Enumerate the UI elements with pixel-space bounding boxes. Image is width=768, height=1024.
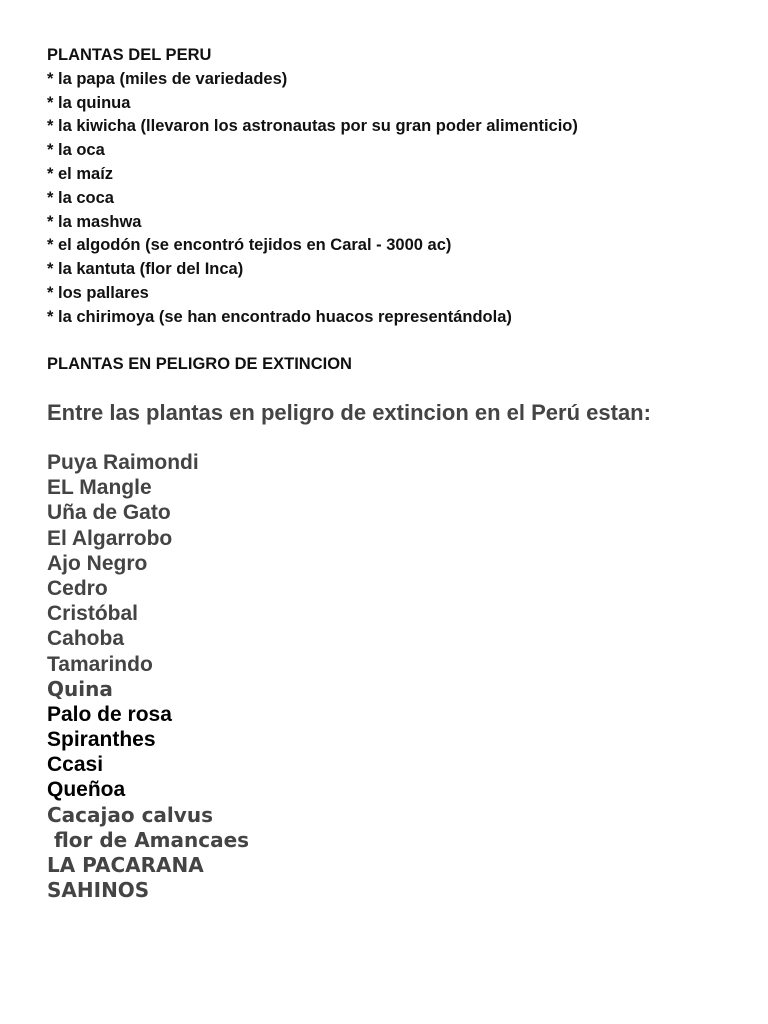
species-item: Queñoa [47,778,126,802]
species-item: Quina [47,676,113,701]
list-item: * la papa (miles de variedades) [47,69,288,88]
list-item: * los pallares [47,283,149,302]
species-item: Ajo Negro [47,551,148,575]
species-item: Ccasi [47,753,104,777]
extinction-section-title: PLANTAS EN PELIGRO DE EXTINCION [47,355,352,373]
species-item: Cedro [47,576,108,600]
extinction-intro-text: Entre las plantas en peligro de extincion en el Perú estan: [47,400,651,425]
plantas-del-peru-section [47,44,578,330]
species-item: Cahoba [47,627,125,651]
species-item: Cacajao calvus [47,802,213,827]
species-item: SAHINOS [47,878,150,903]
endangered-species-list [47,450,249,903]
species-item: El Algarrobo [47,526,173,550]
list-item: * la mashwa [47,212,142,231]
list-item: * la coca [47,188,114,207]
list-item: * la kantuta (flor del Inca) [47,260,244,279]
list-item: * el algodón (se encontró tejidos en Caral - 3000 ac) [47,236,452,255]
species-item: flor de Amancaes [47,827,250,852]
species-item: Uña de Gato [47,501,171,525]
species-item: Puya Raimondi [47,451,199,474]
species-item: EL Mangle [47,476,152,500]
list-item: * la oca [47,141,105,160]
species-item: Palo de rosa [47,702,172,726]
species-item: LA PACARANA [47,853,204,877]
list-item: * la quinua [47,93,131,112]
list-item: * la chirimoya (se han encontrado huacos representándola) [47,307,512,326]
species-item: Spiranthes [47,728,156,752]
list-item: * el maíz [47,164,114,183]
list-item: * la kiwicha (llevaron los astronautas por su gran poder alimenticio) [47,117,578,136]
section-title: PLANTAS DEL PERU [47,46,212,64]
species-item: Tamarindo [47,652,153,676]
species-item: Cristóbal [47,602,139,626]
